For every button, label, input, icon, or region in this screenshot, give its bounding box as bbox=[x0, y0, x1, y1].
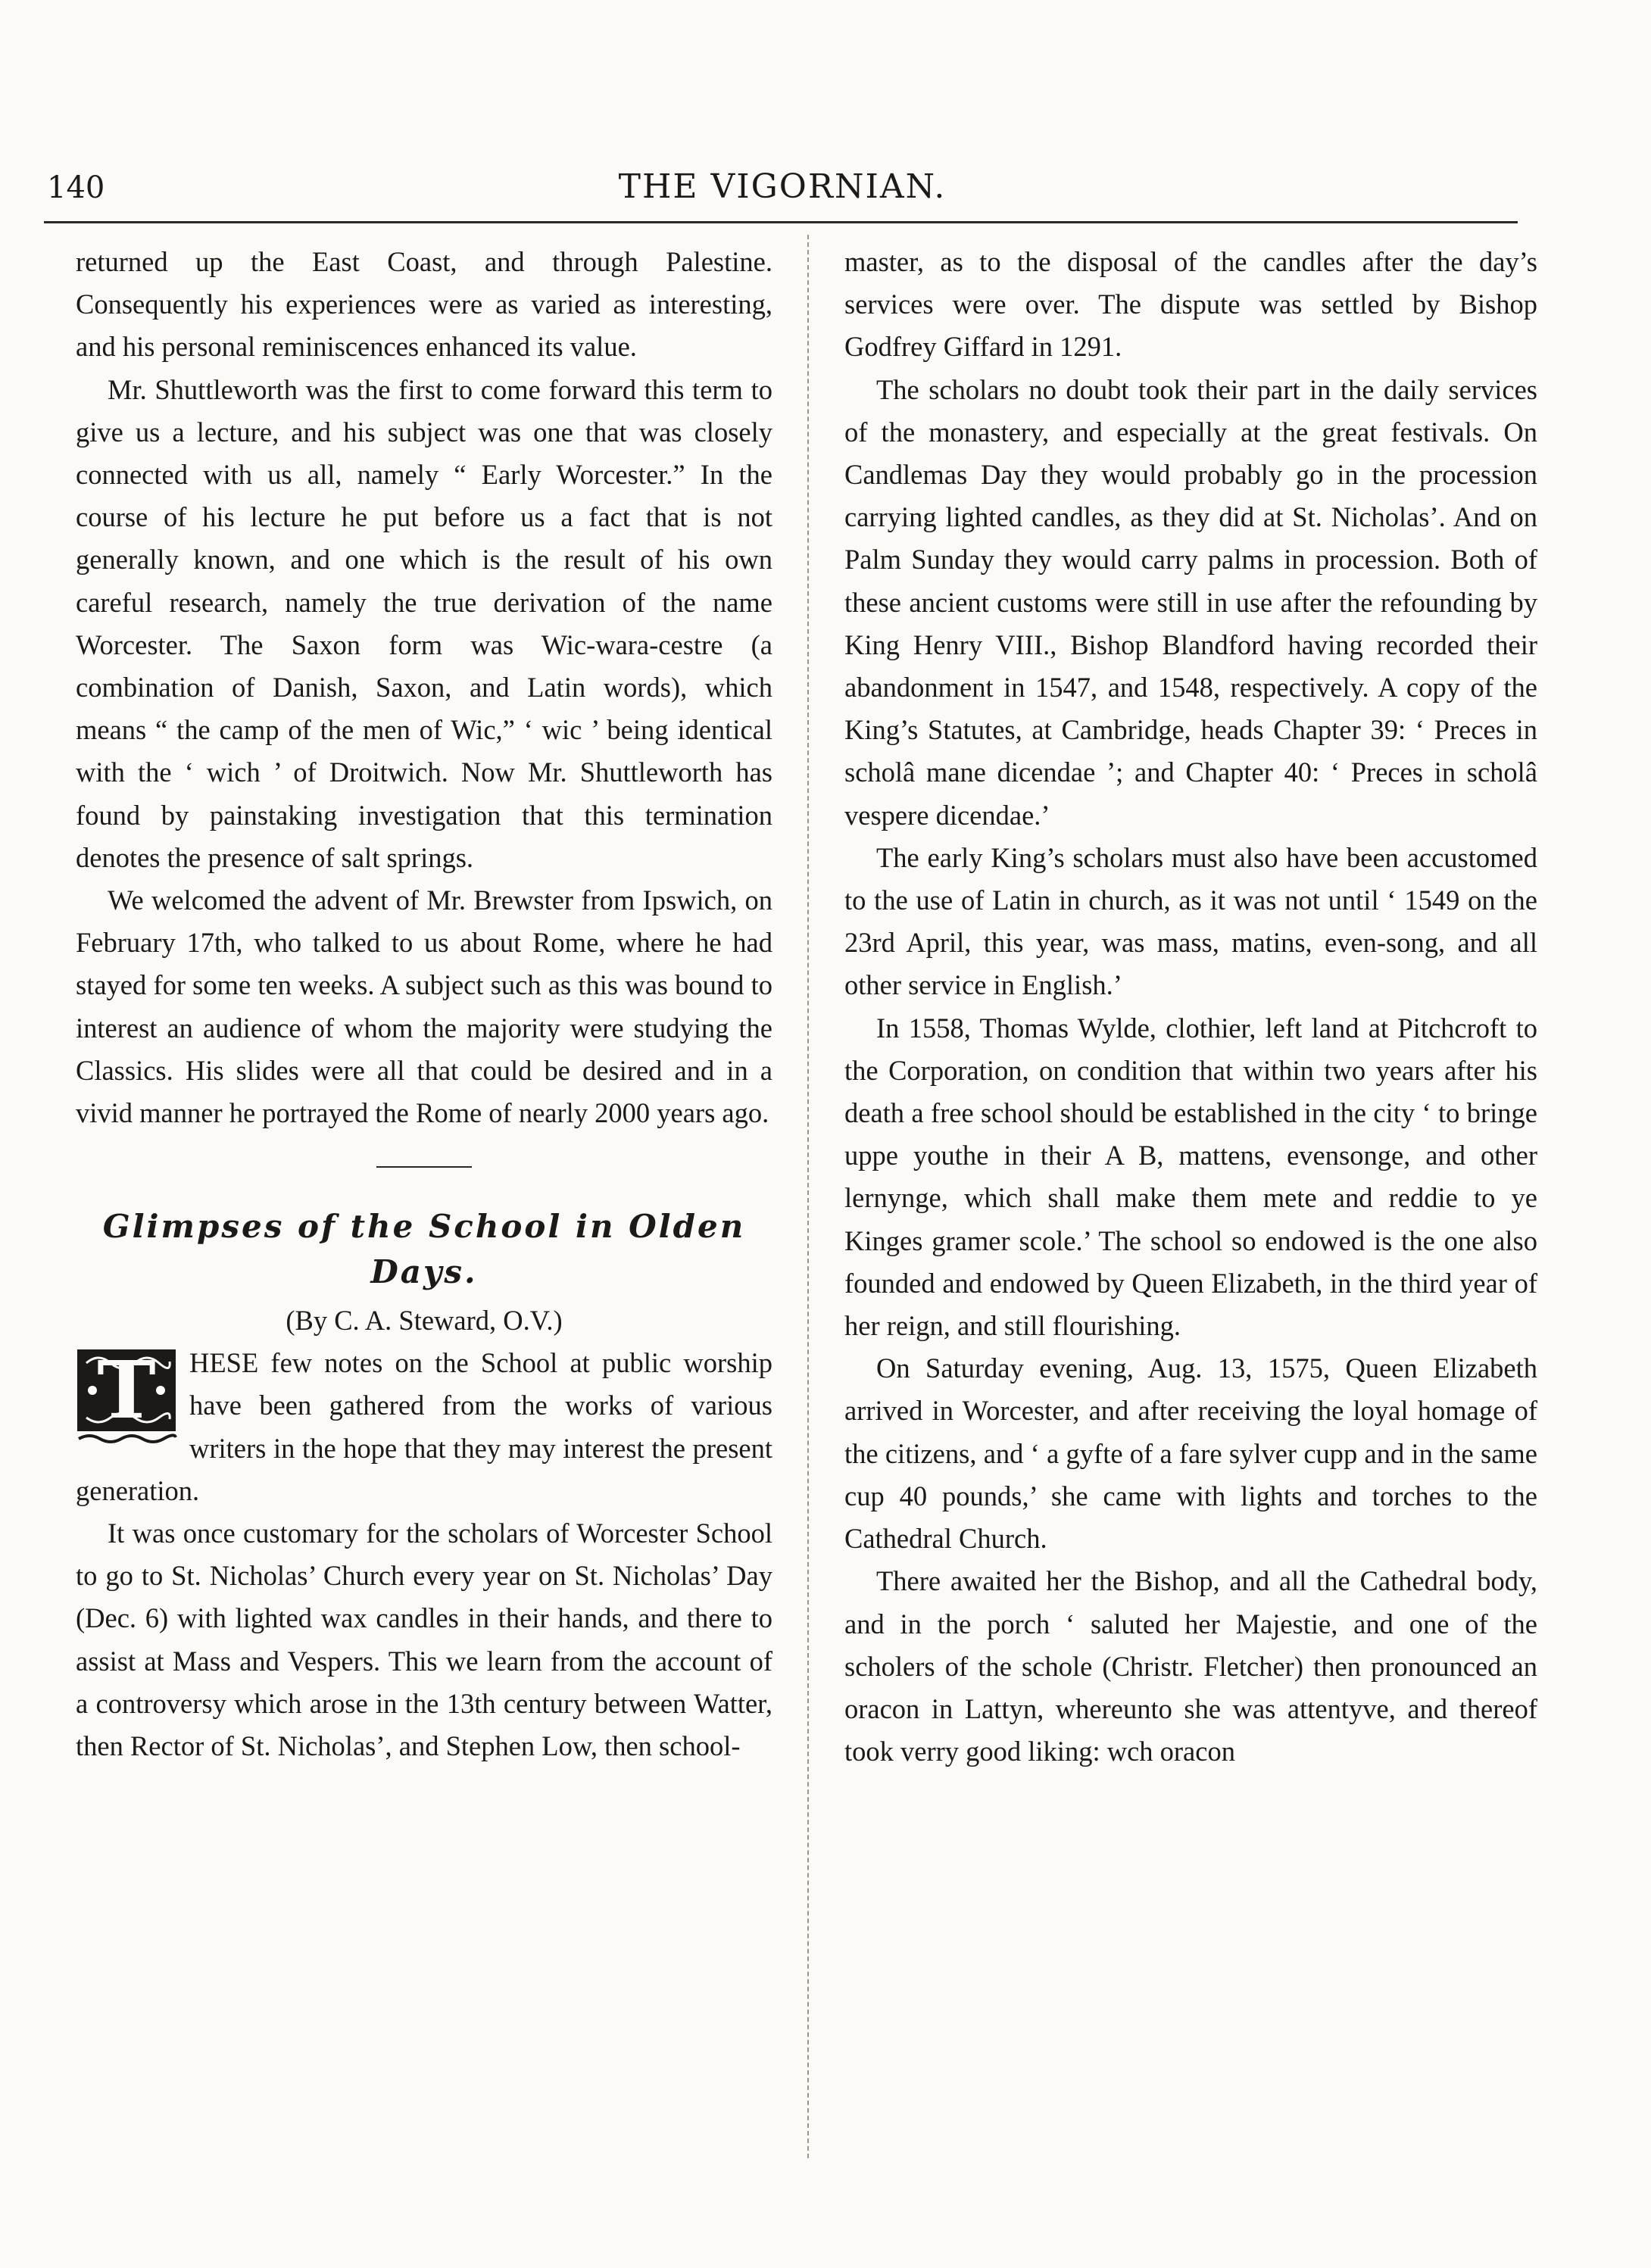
page-number: 140 bbox=[47, 170, 105, 205]
paragraph: returned up the East Coast, and through Palestine. Consequently his experiences were as varied as interesting, and his personal reminiscences enhanced its value. bbox=[76, 246, 772, 363]
article-title: Glimpses of the School in Olden Days. bbox=[102, 1208, 746, 1291]
article-byline: (By C. A. Steward, O.V.) bbox=[286, 1305, 563, 1337]
paragraph: The scholars no doubt took their part in the daily services of the monastery, and especially at the great festivals. On Candlemas Day they would probably go in the procession carrying lighted candles, as they did at St. Nicholas’. And on Palm Sunday they would carry palms in procession. Both of these ancient customs were still in use after the refounding by King Henry VIII., Bishop Blandford having recorded their abandonment in 1547, and 1548, respectively. A copy of the King’s Statutes, at Cambridge, heads Chapter 39: ‘ Preces in scholâ mane dicendae ’; and Chapter 40: ‘ Preces in scholâ vespere dicendae.’ bbox=[844, 373, 1537, 831]
header-rule bbox=[44, 221, 1518, 223]
first-paragraph-text: HESE few notes on the School at public worship have been gathered from the works of various writers in the hope that they may interest the present generation. bbox=[76, 1347, 772, 1506]
paragraph: It was once customary for the scholars of Worcester School to go to St. Nicholas’ Church every year on St. Nicholas’ Day (Dec. 6) with lighted wax candles in their hands, and there to assist at Mass and Vespers. This we learn from the account of a controversy which arose in the 13th century between Watter, then Rector of St. Nicholas’, and Stephen Low, then school- bbox=[76, 1518, 772, 1762]
drop-cap-letter: T bbox=[97, 1343, 156, 1437]
drop-cap-initial bbox=[76, 1343, 177, 1448]
left-column bbox=[76, 241, 772, 1767]
section-separator bbox=[376, 1166, 472, 1168]
journal-title: THE VIGORNIAN. bbox=[618, 167, 947, 206]
paragraph: On Saturday evening, Aug. 13, 1575, Queen Elizabeth arrived in Worcester, and after receiving the loyal homage of the citizens, and ‘ a gyfte of a fare sylver cupp and in the same cup 40 pounds,’ she came with lights and torches to the Cathedral Church. bbox=[844, 1352, 1537, 1555]
paragraph: In 1558, Thomas Wylde, clothier, left land at Pitchcroft to the Corporation, on condition that within two years after his death a free school should be established in the city ‘ to bringe uppe youthe in their A B, mattens, evensonge, and other lernynge, which shall make them mete and reddie to ye Kinges gramer scole.’ The school so endowed is the one also founded and endowed by Queen Elizabeth, in the third year of her reign, and still flourishing. bbox=[844, 1012, 1537, 1342]
paragraph: Mr. Shuttleworth was the first to come forward this term to give us a lecture, and his subject was one that was closely connected with us all, namely “ Early Worcester.” In the course of his lecture he put before us a fact that is not generally known, and one which is the result of his own careful research, namely the true derivation of the name Worcester. The Saxon form was Wic-wara-cestre (a combination of Danish, Saxon, and Latin words), which means “ the camp of the men of Wic,” ‘ wic ’ being identical with the ‘ wich ’ of Droitwich. Now Mr. Shuttleworth has found by painstaking investigation that this termination denotes the presence of salt springs. bbox=[76, 373, 772, 873]
page-header bbox=[47, 163, 1518, 216]
paragraph: master, as to the disposal of the candles after the day’s services were over. The dispute was settled by Bishop Godfrey Giffard in 1291. bbox=[844, 246, 1537, 363]
paragraph: The early King’s scholars must also have been accustomed to the use of Latin in church, as it was not until ‘ 1549 on the 23rd April, this year, was mass, matins, even-song, and all other service in English.’ bbox=[844, 841, 1537, 1001]
paragraph: There awaited her the Bishop, and all the Cathedral body, and in the porch ‘ saluted her Majestie, and one of the scholers of the schole (Christr. Fletcher) then pronounced an oracon in Lattyn, whereunto she was attentyve, and thereof took verry good liking: wch oracon bbox=[844, 1565, 1537, 1767]
paragraph: We welcomed the advent of Mr. Brewster from Ipswich, on February 17th, who talked to us about Rome, where he had stayed for some ten weeks. A subject such as this was bound to interest an audience of whom the majority were studying the Classics. His slides were all that could be desired and in a vivid manner he portrayed the Rome of nearly 2000 years ago. bbox=[76, 884, 772, 1129]
article-first-paragraph bbox=[76, 1342, 772, 1512]
column-divider bbox=[807, 235, 809, 2158]
right-column bbox=[844, 241, 1537, 1773]
